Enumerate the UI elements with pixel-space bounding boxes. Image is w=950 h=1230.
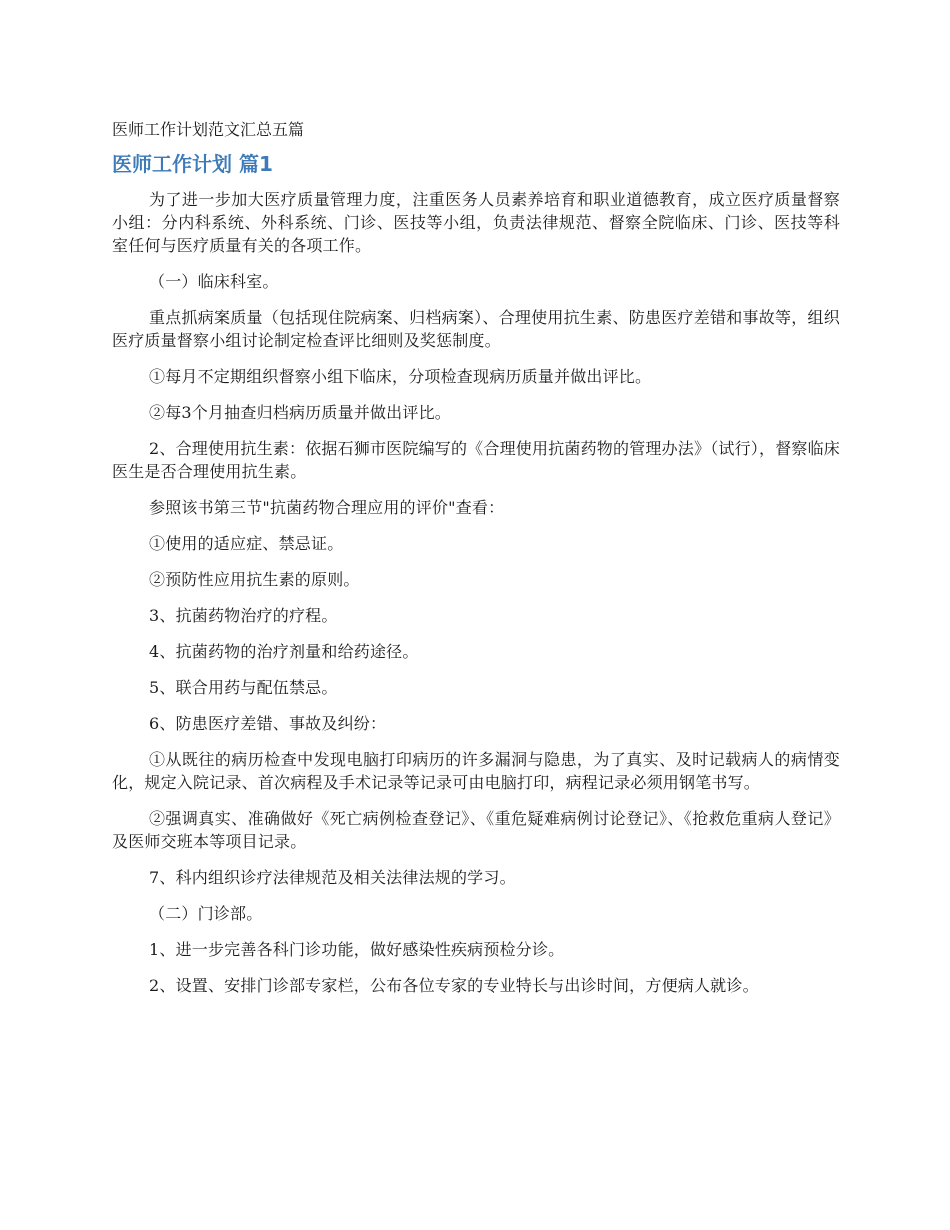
paragraph: ②强调真实、准确做好《死亡病例检查登记》、《重危疑难病例讨论登记》、《抢救危重病人登记》及医师交班本等项目记录。: [112, 809, 840, 851]
paragraph: 6、防患医疗差错、事故及纠纷：: [149, 714, 387, 733]
paragraph: 4、抗菌药物的治疗剂量和给药途径。: [149, 642, 419, 661]
paragraph: （二）门诊部。: [149, 904, 263, 923]
paragraph: 重点抓病案质量（包括现住院病案、归档病案）、合理使用抗生素、防患医疗差错和事故等，组织医疗质量督察小组讨论制定检查评比细则及奖惩制度。: [112, 308, 840, 350]
paragraph: ②每3个月抽查归档病历质量并做出评比。: [149, 403, 451, 422]
paragraph: 1、进一步完善各科门诊功能，做好感染性疾病预检分诊。: [149, 940, 565, 959]
paragraph: 7、科内组织诊疗法律规范及相关法律法规的学习。: [149, 868, 516, 887]
paragraph: 2、设置、安排门诊部专家栏，公布各位专家的专业特长与出诊时间，方便病人就诊。: [149, 976, 759, 995]
paragraph: 2、合理使用抗生素：依据石狮市医院编写的《合理使用抗菌药物的管理办法》（试行），督察临床医生是否合理使用抗生素。: [112, 439, 840, 481]
document-title: 医师工作计划范文汇总五篇: [112, 120, 305, 139]
document-page: [112, 118, 840, 1010]
paragraph: ①使用的适应症、禁忌证。: [149, 534, 344, 553]
paragraph: （一）临床科室。: [149, 272, 279, 291]
paragraph: ②预防性应用抗生素的原则。: [149, 570, 360, 589]
paragraph: 3、抗菌药物治疗的疗程。: [149, 606, 338, 625]
paragraph: 5、联合用药与配伍禁忌。: [149, 678, 338, 697]
paragraph: ①每月不定期组织督察小组下临床，分项检查现病历质量并做出评比。: [149, 367, 652, 386]
paragraph: 为了进一步加大医疗质量管理力度，注重医务人员素养培育和职业道德教育，成立医疗质量督察小组：分内科系统、外科系统、门诊、医技等小组，负责法律规范、督察全院临床、门诊、医技等科室任何与医疗质量有关的各项工作。: [112, 190, 840, 255]
section-heading: 医师工作计划 篇1: [112, 152, 273, 176]
paragraph: ①从既往的病历检查中发现电脑打印病历的许多漏洞与隐患，为了真实、及时记载病人的病情变化，规定入院记录、首次病程及手术记录等记录可由电脑打印，病程记录必须用钢笔书写。: [112, 750, 840, 792]
paragraph: 参照该书第三节"抗菌药物合理应用的评价"查看：: [149, 498, 505, 517]
